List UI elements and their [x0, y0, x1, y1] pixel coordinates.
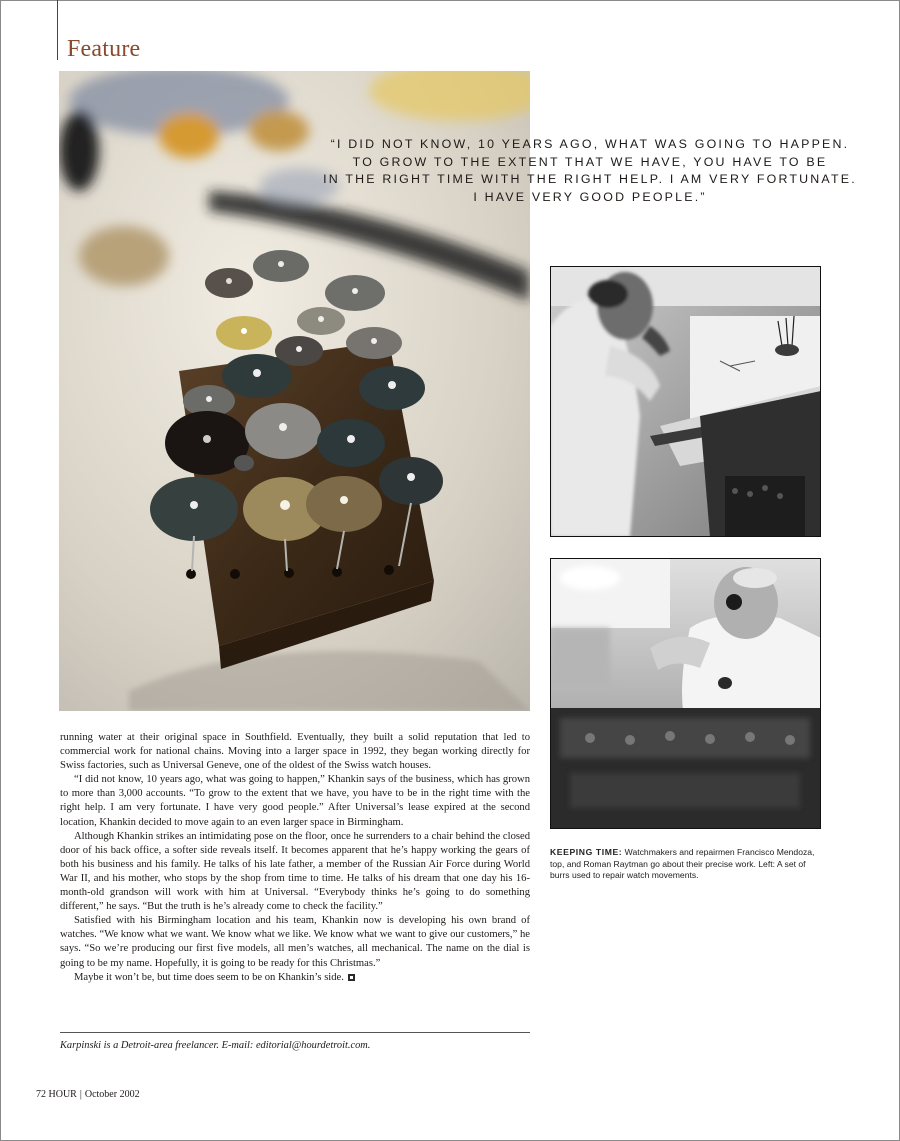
author-bio: Karpinski is a Detroit-area freelancer. E-mail: editorial@hourdetroit.com. — [60, 1040, 371, 1051]
page-number: 72 — [36, 1089, 46, 1100]
watchmaker-photo-top — [550, 266, 821, 537]
section-rule — [57, 0, 58, 60]
magazine-name: HOUR — [48, 1089, 77, 1100]
pull-quote-line: TO GROW TO THE EXTENT THAT WE HAVE, YOU HAVE TO BE — [352, 154, 828, 169]
caption-label: KEEPING TIME: — [550, 847, 623, 857]
end-mark-icon — [348, 974, 355, 981]
pull-quote-line: “I DID NOT KNOW, 10 YEARS AGO, WHAT WAS GOING TO HAPPEN. — [330, 137, 850, 151]
issue-date: October 2002 — [84, 1089, 140, 1100]
footer-separator: | — [79, 1089, 82, 1100]
caption-text: Watchmakers and repairmen Francisco Mendoza, top, and Roman Raytman go about their precise work. Left: A set of burrs used to repair watch movements. — [550, 847, 815, 880]
watchmaker-loupe-illustration — [550, 558, 821, 829]
watchmaker-bench-illustration — [550, 266, 821, 537]
article-body — [60, 731, 530, 985]
bio-divider — [60, 1032, 530, 1033]
photo-caption — [550, 847, 825, 882]
article-paragraph: Satisfied with his Birmingham location and his team, Khankin now is developing his own brand of watches. “We know what we want. We know what we like. We know what we want to give our customers,” he says. “So we’re producing our first five models, all men’s watches, all mechanical. The name on the dial is going to be my name. Hopefully, it is going to be ready for this Christmas.” — [60, 915, 530, 969]
article-paragraph: running water at their original space in Southfield. Eventually, they built a solid reputation that led to commercial work for national chains. Moving into a larger space in 1992, they began working directly for Swiss factories, such as Universal Geneve, one of the oldest of the Swiss watch houses. — [60, 732, 530, 772]
article-paragraph-text: Maybe it won’t be, but time does seem to be on Khankin’s side. — [74, 971, 344, 983]
page-footer — [36, 1089, 140, 1100]
pull-quote-line: IN THE RIGHT TIME WITH THE RIGHT HELP. I AM VERY FORTUNATE. — [323, 172, 857, 186]
article-paragraph-last — [60, 971, 530, 985]
article-paragraph: Although Khankin strikes an intimidating pose on the floor, once he surrenders to a chair behind the closed door of his back office, a softer side reveals itself. It becomes apparent that he’s happy working the gears of both his business and his family. He talks of his late father, a member of the Russian Air Force during World War II, and his mother, who stops by the shop from time to time. He talks of his dream that one day his 16-month-old grandson will work with him at Universal. “Everybody thinks he’s going to do something different,” he says. “But the truth is he’s already come to check the facility.” — [60, 830, 530, 913]
pull-quote-line: I HAVE VERY GOOD PEOPLE.” — [473, 189, 707, 204]
pull-quote — [320, 136, 860, 206]
article-paragraph: “I did not know, 10 years ago, what was going to happen,” Khankin says of the business, which has grown to more than 3,000 accounts. “To grow to the extent that we have, you have to be in the right time with the right help. I am very fortunate. I have very good people.” After Universal’s lease expired at the second location, Khankin decided to move again to an even larger space in Birmingham. — [60, 774, 530, 828]
section-title: Feature — [67, 36, 141, 62]
watchmaker-photo-bottom — [550, 558, 821, 829]
